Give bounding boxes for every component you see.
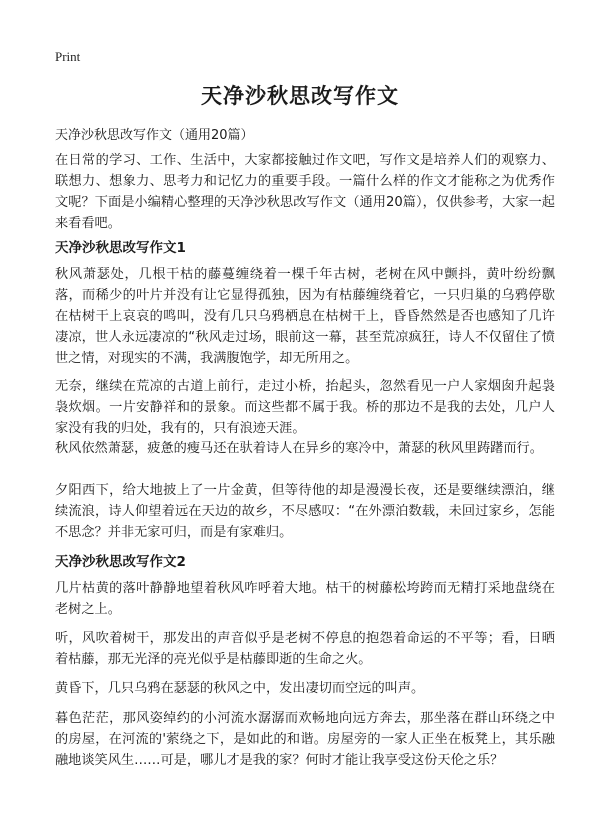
print-link[interactable]: Print [55, 49, 81, 64]
section-2-paragraph-2: 听，风吹着树干，那发出的声音似乎是老树不停息的抱怨着命运的不平等；看，日晒着枯藤，那无光泽的亮光似乎是枯藤即逝的生命之火。 [55, 631, 555, 667]
subtitle: 天净沙秋思改写作文（通用20篇） [55, 128, 254, 143]
intro-paragraph: 在日常的学习、工作、生活中，大家都接触过作文吧，写作文是培养人们的观察力、联想力、想象力、思考力和记忆力的重要手段。一篇什么样的作文才能称之为优秀作文呢？下面是小编精心整理的天净沙秋思改写作文（通用20篇），仅供参考，大家一起来看看吧。 [55, 153, 555, 231]
section-2-paragraph-1: 几片枯黄的落叶静静地望着秋风咋呼着大地。枯干的树藤松垮跨而无精打采地盘绕在老树之上。 [55, 581, 555, 617]
page-title: 天净沙秋思改写作文 [201, 84, 399, 108]
section-1-paragraph-1: 秋风萧瑟处，几根干枯的藤蔓缠绕着一棵千年古树，老树在风中颤抖，黄叶纷纷飘落，而稀少的叶片并没有让它显得孤独，因为有枯藤缠绕着它，一只归巢的乌鸦停歇在枯树干上哀哀的鸣叫，没有几只乌鸦栖息在枯树干上，昏昏然然是否也感知了几许凄凉，世人永远凄凉的“秋风走过场，眼前这一幕，甚至荒凉疯狂，诗人不仅留住了愤世之情，对现实的不满，我满腹饱学，却无所用之。 [55, 267, 555, 366]
section-heading-2: 天净沙秋思改写作文2 [55, 554, 186, 570]
section-2-paragraph-3: 黄昏下，几只乌鸦在瑟瑟的秋风之中，发出凄切而空远的叫声。 [55, 681, 425, 696]
section-1-paragraph-3: 秋风依然萧瑟，疲惫的瘦马还在驮着诗人在异乡的寒冷中，萧瑟的秋风里踌躇而行。 [55, 441, 543, 456]
section-1-paragraph-4: 夕阳西下，给大地披上了一片金黄，但等待他的却是漫漫长夜，还是要继续漂泊，继续流浪，诗人仰望着远在天边的故乡，不尽感叹：“在外漂泊数载，未回过家乡，怎能不思念？并非无家可归，而是有家难归。 [55, 483, 555, 540]
section-heading-1: 天净沙秋思改写作文1 [55, 240, 186, 256]
section-1-paragraph-2: 无奈，继续在荒凉的古道上前行，走过小桥，抬起头，忽然看见一户人家烟囱升起袅袅炊烟。一片安静祥和的景象。而这些都不属于我。桥的那边不是我的去处，几户人家没有我的归处，我有的，只有浪迹天涯。 [55, 379, 555, 436]
section-2-paragraph-4: 暮色茫茫，那风姿绰约的小河流水潺潺而欢畅地向远方奔去，那坐落在群山环绕之中的房屋，在河流的'萦绕之下，是如此的和谐。房屋旁的一家人正坐在板凳上，其乐融融地谈笑风生……可是，哪儿才是我的家？何时才能让我享受这份天伦之乐？ [55, 711, 555, 768]
